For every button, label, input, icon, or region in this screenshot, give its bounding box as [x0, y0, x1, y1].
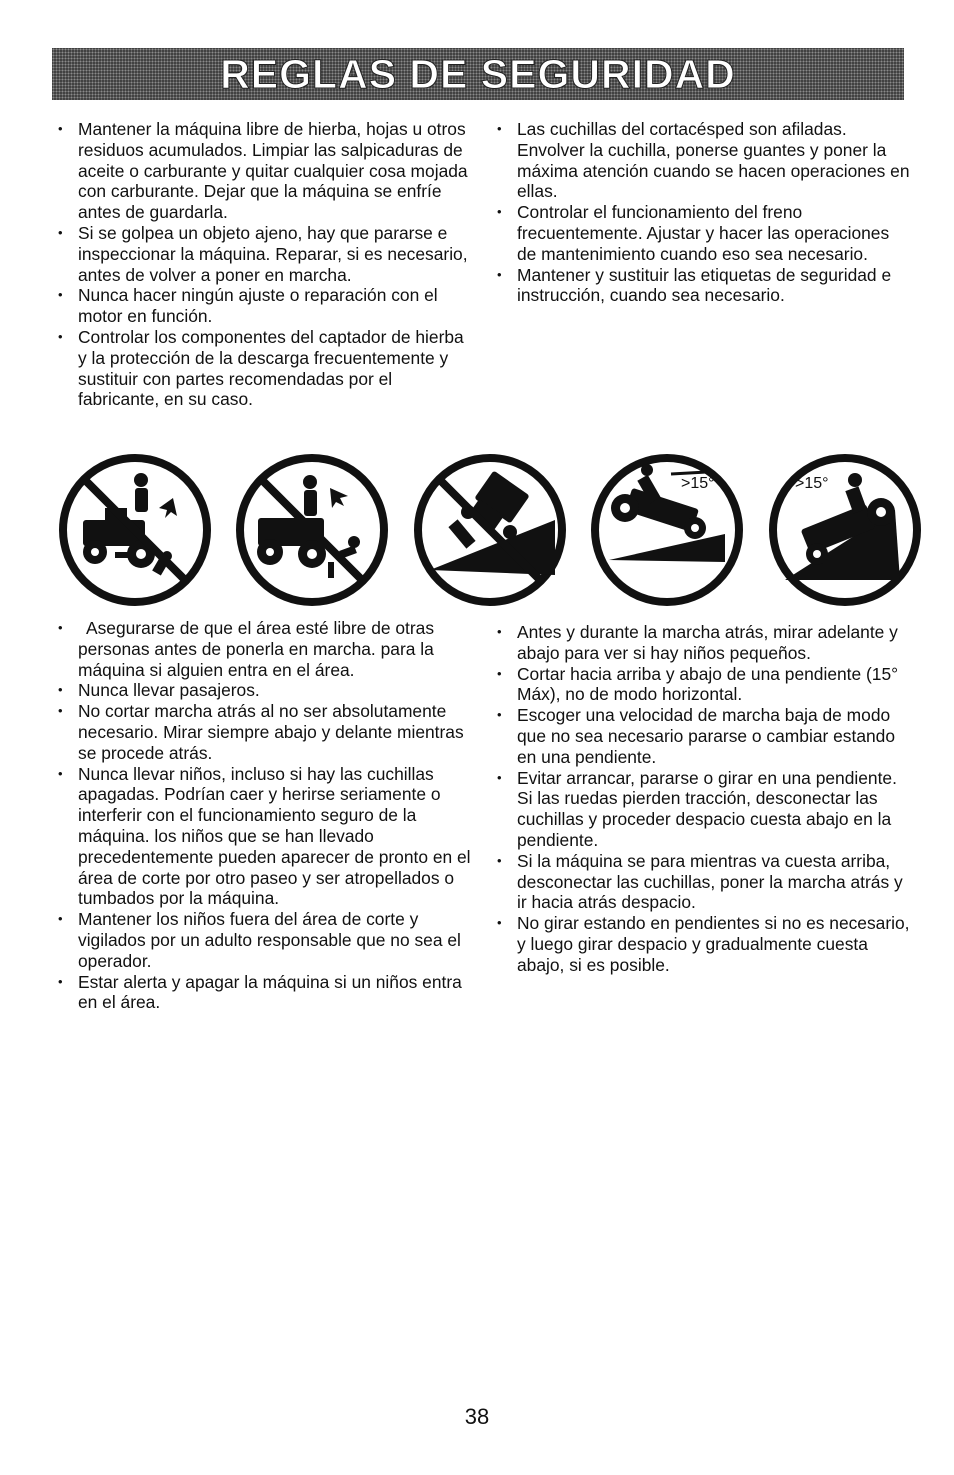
bottom-right-column [493, 622, 913, 976]
list-item: • Controlar los componentes del captador de hierba y la protección de la descarga frecuentemente y sustituir con partes recomendadas por el fabricante, en su caso. [54, 327, 474, 410]
list-item: • Nunca hacer ningún ajuste o reparación con el motor en función. [54, 285, 474, 327]
list-item: • Cortar hacia arriba y abajo de una pendiente (15° Máx), no de modo horizontal. [493, 664, 913, 706]
page-number: 38 [464, 1404, 490, 1429]
slope-label: >15° [795, 475, 829, 492]
top-right-column [493, 119, 913, 306]
list-item: • Evitar arrancar, pararse o girar en una pendiente. Si las ruedas pierden tracción, desconectar las cuchillas y proceder despacio cuesta abajo en la pendiente. [493, 768, 913, 851]
list-item: • Escoger una velocidad de marcha baja de modo que no sea necesario pararse o cambiar estando en una pendiente. [493, 705, 913, 767]
list-item: • Nunca llevar niños, incluso si hay las cuchillas apagadas. Podrían caer y herirse seriamente o interferir con el funcionamiento seguro de la máquina. los niños que se han llevado precedentemente pueden aparecer de pronto en el área de corte por otro paseo y ser atropellados o tumbados por la máquina. [54, 764, 474, 910]
bullet-list [493, 622, 913, 976]
list-item: • Controlar el funcionamiento del freno frecuentemente. Ajustar y hacer las operaciones de mantenimiento cuando eso sea necesario. [493, 202, 913, 264]
safety-icons-row [55, 450, 905, 610]
slope-label: >15° [681, 475, 715, 492]
bullet-list [54, 618, 474, 1013]
list-item: • Mantener los niños fuera del área de corte y vigilados por un adulto responsable que no sea el operador. [54, 909, 474, 971]
list-item: • Si la máquina se para mientras va cuesta arriba, desconectar las cuchillas, poner la marcha atrás y ir hacia atrás despacio. [493, 851, 913, 913]
bottom-left-column [54, 618, 474, 1013]
list-item: • No girar estando en pendientes si no es necesario, y luego girar despacio y gradualmente cuesta abajo, si es posible. [493, 913, 913, 975]
list-item: • Antes y durante la marcha atrás, mirar adelante y abajo para ver si hay niños pequeños. [493, 622, 913, 664]
page-title: REGLAS DE SEGURIDAD [220, 50, 736, 97]
list-item [54, 618, 474, 680]
top-left-column [54, 119, 474, 410]
list-item: • Mantener y sustituir las etiquetas de seguridad e instrucción, cuando sea necesario. [493, 265, 913, 307]
list-item-text: Asegurarse de que el área esté libre de otras personas antes de ponerla en marcha. para la máquina si alguien entra en el área. [78, 618, 435, 680]
title-banner [52, 48, 904, 100]
bullet-list [493, 119, 913, 306]
bullet-list [54, 119, 474, 410]
list-item: • Si se golpea un objeto ajeno, hay que pararse e inspeccionar la máquina. Reparar, si es necesario, antes de volver a poner en marcha. [54, 223, 474, 285]
no-uphill-slope-icon [587, 450, 747, 610]
list-item: • No cortar marcha atrás al no ser absolutamente necesario. Mirar siempre abajo y delante mientras se procede atrás. [54, 701, 474, 763]
list-item: • Mantener la máquina libre de hierba, hojas u otros residuos acumulados. Limpiar las salpicaduras de aceite o carburante y quitar cualquier cosa mojada con carburante. Dejar que la máquina se enfríe antes de guardarla. [54, 119, 474, 223]
no-child-near-mower-icon [55, 450, 215, 610]
list-item: • Las cuchillas del cortacésped son afiladas. Envolver la cuchilla, ponerse guantes y poner la máxima atención cuando se hacen operaciones en ellas. [493, 119, 913, 202]
no-tipping-on-slope-icon [410, 450, 570, 610]
list-item: • Estar alerta y apagar la máquina si un niños entra en el área. [54, 972, 474, 1014]
list-item: • Nunca llevar pasajeros. [54, 680, 474, 701]
no-downhill-slope-icon [765, 450, 925, 610]
no-child-behind-mower-icon [232, 450, 392, 610]
